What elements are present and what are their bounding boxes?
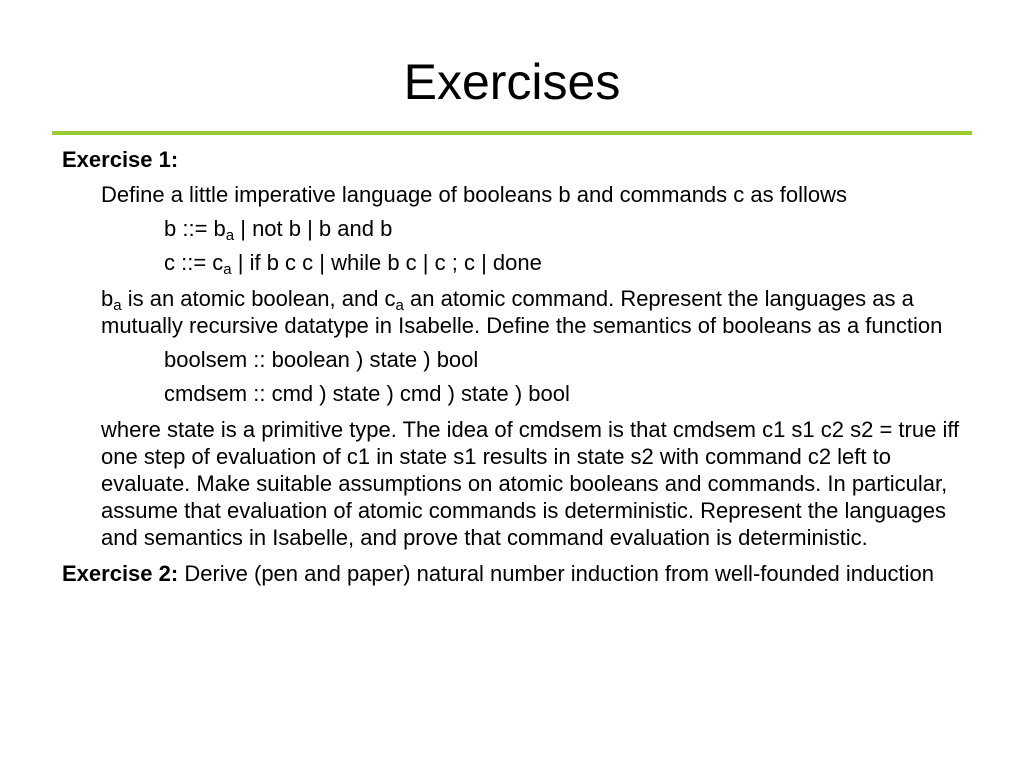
- slide-body: [62, 146, 962, 587]
- exercise-1-intro: Define a little imperative language of booleans b and commands c as follows: [101, 182, 847, 207]
- grammar-command-lhs: c ::= c: [164, 250, 224, 275]
- atoms-b: b: [101, 286, 114, 311]
- grammar-command: [62, 249, 962, 276]
- exercise-2-heading: Exercise 2:: [62, 561, 179, 586]
- boolsem-signature: boolsem :: boolean ) state ) bool: [164, 347, 479, 372]
- grammar-boolean-subscript: a: [225, 227, 235, 244]
- grammar-command-rhs: | if b c c | while b c | c ; c | done: [231, 250, 542, 275]
- title-divider: [52, 131, 972, 135]
- atoms-paragraph: [62, 285, 962, 339]
- grammar-boolean-rhs: | not b | b and b: [234, 216, 393, 241]
- where-paragraph: where state is a primitive type. The idea of cmdsem is that cmdsem c1 s1 c2 s2 = true iff one step of evaluation of c1 in state s1 results in state s2 with command c2 left to evaluate. Make suitable assumptions on atomic booleans and commands. In particular, assume that evaluation of atomic commands is deterministic. Represent the languages and semantics in Isabelle, and prove that command evaluation is deterministic.: [101, 417, 960, 550]
- exercise-1-heading: Exercise 1:: [62, 147, 179, 172]
- grammar-boolean: [62, 215, 962, 242]
- atoms-mid: is an atomic boolean, and c: [121, 286, 396, 311]
- slide-title: Exercises: [403, 54, 621, 110]
- grammar-command-subscript: a: [223, 261, 232, 278]
- atoms-b-subscript: a: [113, 297, 122, 314]
- exercise-2: [62, 560, 962, 587]
- atoms-c-subscript: a: [395, 297, 404, 314]
- exercise-2-text: Derive (pen and paper) natural number induction from well-founded induction: [178, 561, 934, 586]
- cmdsem-signature: cmdsem :: cmd ) state ) cmd ) state ) bool: [164, 381, 570, 406]
- atoms-rest: an atomic command. Represent the languages as a mutually recursive datatype in Isabelle. Define the semantics of booleans as a function: [101, 286, 943, 338]
- grammar-boolean-lhs: b ::= b: [164, 216, 226, 241]
